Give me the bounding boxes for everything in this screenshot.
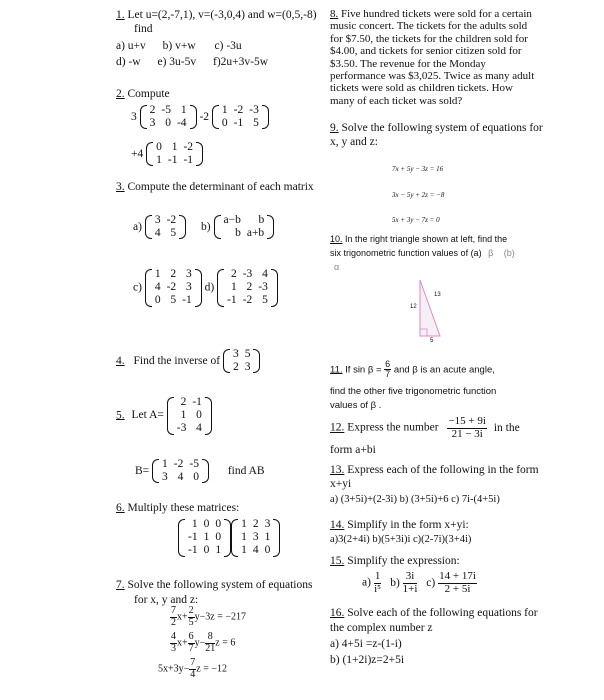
- q5-let: Let A=: [131, 409, 164, 422]
- text: 0: [264, 544, 271, 557]
- q12-post: in the: [493, 421, 520, 434]
- text: 1: [154, 268, 161, 280]
- q2-coef1: 3: [131, 110, 137, 123]
- q3-d-label: d): [204, 281, 215, 294]
- q6-number: 6.: [116, 502, 125, 514]
- matrix-row: [238, 531, 273, 544]
- q1: [116, 8, 317, 22]
- text: 3: [171, 642, 176, 654]
- text: Five hundred tickets were sold for a certain: [341, 8, 532, 20]
- text: 1+i: [402, 582, 418, 595]
- text: z = −12: [196, 663, 227, 675]
- q15-b-frac: [403, 571, 418, 595]
- q1-number: 1.: [116, 9, 125, 21]
- text: 0: [203, 544, 210, 557]
- text: i⁵: [374, 582, 382, 595]
- text: -2: [173, 458, 184, 470]
- text: -5: [161, 104, 171, 116]
- q1-e: e) 3u-5v: [157, 56, 197, 68]
- q1-parts-row1: [116, 39, 242, 53]
- q8-line-6: tickets were sold as children tickets. How: [330, 82, 513, 95]
- q3-number: 3.: [116, 181, 125, 193]
- q9-eq1: 7x + 5y − 3z = 16: [392, 165, 444, 173]
- q1-find: find: [134, 23, 153, 35]
- q10-beta: β: [488, 248, 494, 258]
- q8: [330, 8, 534, 107]
- q2-expression-2: [131, 141, 203, 167]
- q13-line2: x+yi: [330, 478, 352, 490]
- q15-parts: [362, 571, 477, 595]
- q3-title: Compute the determinant of each matrix: [127, 181, 314, 193]
- text: 3: [186, 268, 192, 280]
- text: -2: [233, 104, 244, 116]
- matrix-row: [147, 104, 190, 117]
- text: 0: [215, 518, 222, 530]
- matrix-row: [224, 281, 271, 294]
- text: 21 − 3i: [451, 427, 483, 440]
- text: 1: [191, 518, 198, 530]
- text: 4: [262, 268, 268, 280]
- q2-number: 2.: [116, 88, 125, 100]
- text: 1: [156, 154, 162, 167]
- q2-matrix-3: [146, 141, 203, 167]
- q16-line2: the complex number z: [330, 622, 433, 634]
- matrix-table: [152, 214, 179, 240]
- q1-d: d) -w: [116, 56, 141, 68]
- text: 1: [374, 570, 381, 582]
- text: 1: [162, 458, 168, 470]
- q16-number: 16.: [330, 607, 345, 619]
- text: 6: [188, 631, 194, 642]
- q8-line-0: [330, 8, 534, 20]
- text: 4: [154, 227, 161, 240]
- text: y−: [194, 637, 206, 649]
- q3-matrix-c: [145, 268, 202, 308]
- matrix-table: [230, 348, 254, 374]
- matrix-table: [219, 104, 262, 130]
- q10-side-5: 5: [430, 338, 434, 344]
- q13-number: 13.: [330, 464, 345, 476]
- text: 3: [244, 361, 251, 374]
- text: 7: [190, 657, 196, 668]
- q8-line-3: $4.00, and tickets for senior citizen sold for: [330, 45, 522, 58]
- text: 0: [196, 409, 202, 422]
- q10-side-13: 13: [434, 292, 441, 298]
- q6-matrix-1: [178, 518, 231, 558]
- matrix-row: [219, 117, 262, 130]
- text: 8.: [330, 8, 339, 20]
- matrix-table: [153, 141, 196, 167]
- text: z = 6: [215, 637, 236, 649]
- matrix-row: [224, 294, 271, 307]
- text: 2: [188, 605, 194, 616]
- text: b: [258, 214, 265, 226]
- q8-line-1: music concert. The tickets for the adults sold: [330, 20, 528, 33]
- q12-pre: Express the number: [347, 421, 439, 434]
- q11-pre: If sin β =: [345, 364, 382, 376]
- text: 5: [170, 227, 177, 240]
- text: 3i: [403, 571, 418, 584]
- matrix-row: [185, 531, 224, 544]
- q5-b-label: B=: [135, 464, 150, 477]
- q12-number: 12.: [330, 421, 345, 434]
- q6-heading: [116, 501, 239, 515]
- triangle-shape: [420, 280, 440, 336]
- text: 5: [170, 294, 177, 307]
- text: -3: [249, 104, 259, 116]
- q3-a-label: a): [133, 220, 142, 233]
- text: 0: [154, 294, 161, 307]
- q7-eq2: [170, 632, 235, 654]
- q10-line1: [330, 234, 507, 245]
- matrix-table: [221, 214, 268, 240]
- text: 3: [154, 214, 161, 226]
- text: x+: [177, 611, 188, 623]
- matrix-row: [147, 117, 190, 130]
- text: 2: [232, 361, 239, 374]
- text: a−b: [223, 214, 241, 226]
- q7-heading: [116, 578, 312, 592]
- q10-triangle: [400, 274, 450, 344]
- text: -3: [258, 281, 268, 294]
- text: -3: [242, 268, 253, 280]
- matrix-table: [185, 518, 224, 558]
- q15-number: 15.: [330, 555, 345, 567]
- text: -2: [166, 281, 177, 294]
- text: y−3z = −217: [194, 611, 246, 623]
- q3-matrix-d: [217, 268, 278, 308]
- matrix-row: [238, 544, 273, 557]
- q9-number: 9.: [330, 122, 339, 134]
- text: 0: [221, 117, 228, 130]
- q2-coef3: +4: [131, 147, 144, 160]
- text: -1: [183, 154, 194, 167]
- q3-c-label: c): [133, 281, 142, 294]
- q14-parts: a)3(2+4i) b)(5+3i)i c)(2-7i)(3+4i): [330, 534, 472, 545]
- q15-c: c): [426, 576, 436, 589]
- text: 1: [221, 104, 228, 116]
- q10-line2: [330, 248, 515, 259]
- q7-text: Solve the following system of equations: [127, 579, 313, 591]
- matrix-table: [174, 396, 205, 436]
- q5-number: 5.: [116, 409, 125, 422]
- matrix-row: [153, 141, 196, 154]
- matrix-row: [159, 471, 202, 484]
- text: 14 + 17i: [439, 570, 476, 582]
- matrix-table: [238, 518, 273, 558]
- q10-b: (b): [503, 248, 515, 258]
- text: -1: [182, 294, 192, 307]
- q16-b: b) (1+2i)z=2+5i: [330, 654, 405, 666]
- q1-text: Let u=(2,-7,1), v=(-3,0,4) and w=(0,5,-8): [127, 9, 317, 21]
- q8-line-7: many of each ticket was sold?: [330, 94, 463, 107]
- q10-text2: six trigonometric function values of (a): [330, 248, 482, 258]
- q11-number: 11.: [330, 364, 343, 376]
- q12-line1: [330, 416, 520, 440]
- q11-line1: [330, 360, 495, 380]
- text: 7: [385, 369, 391, 380]
- text: 1: [203, 531, 210, 544]
- matrix-row: [185, 544, 224, 557]
- q9: [330, 121, 543, 149]
- q1-b: b) v+w: [162, 40, 196, 52]
- q7-text2: for x, y and z:: [134, 594, 199, 606]
- q15-text: Simplify the expression:: [347, 555, 460, 567]
- q4-text: Find the inverse of: [133, 354, 221, 367]
- q9-eq2: 3x − 5y + 2z = −8: [392, 191, 445, 199]
- text: -5: [189, 458, 199, 470]
- matrix-row: [153, 154, 196, 167]
- text: b: [235, 227, 241, 240]
- matrix-table: [224, 268, 271, 308]
- text: 0: [165, 117, 171, 130]
- text: 3: [186, 281, 192, 294]
- q12-line2: form a+bi: [330, 444, 376, 456]
- q10-side-12: 12: [410, 304, 417, 310]
- q10-alpha: α: [334, 262, 340, 272]
- q16-a: a) 4+5i =z-(1-i): [330, 638, 402, 650]
- q8-line-2: for $7.50, the tickets for the children sold for: [330, 32, 528, 45]
- q2-title: Compute: [127, 88, 170, 100]
- matrix-row: [230, 361, 254, 374]
- q2-expression-1: [131, 104, 269, 130]
- q4: [116, 348, 260, 374]
- text: -3: [176, 422, 187, 435]
- frac: [170, 606, 177, 628]
- q4-matrix: [223, 348, 261, 374]
- matrix-row: [174, 422, 205, 435]
- q11-post: and β is an acute angle,: [393, 364, 495, 376]
- text: 4: [177, 471, 184, 484]
- q5-find: find AB: [227, 464, 265, 477]
- text: 5: [253, 117, 259, 130]
- text: 0: [215, 531, 222, 544]
- q1-f: f)2u+3v-5w: [212, 56, 269, 68]
- q3-ab: [133, 214, 274, 240]
- q1-c: c) -3u: [214, 40, 242, 52]
- q8-line-5: performance was $3,025. Twice as many adult: [330, 70, 535, 83]
- text: 2: [149, 104, 156, 116]
- text: 21: [205, 642, 216, 654]
- q6-matrix-2: [231, 518, 280, 558]
- text: -2: [166, 214, 177, 226]
- q15-line1: [330, 554, 460, 568]
- text: 4: [154, 281, 161, 294]
- text: 2: [246, 281, 253, 294]
- q15-b: b): [390, 576, 400, 589]
- matrix-table: [159, 458, 202, 484]
- matrix-row: [224, 268, 271, 281]
- q10-number: 10.: [330, 234, 343, 244]
- matrix-row: [219, 104, 262, 117]
- q3-matrix-b: [214, 214, 275, 240]
- frac: [205, 632, 215, 654]
- frac: [188, 606, 195, 628]
- text: 1: [180, 104, 187, 116]
- q5-matrix-b: [152, 458, 209, 484]
- q11-frac: [384, 360, 391, 380]
- text: 8: [205, 632, 215, 644]
- text: 0: [203, 518, 210, 530]
- matrix-row: [221, 214, 268, 227]
- q14-number: 14.: [330, 519, 345, 531]
- matrix-row: [152, 227, 179, 240]
- q9-line-0: Solve the following system of equations for: [341, 122, 543, 134]
- text: 0: [193, 471, 199, 484]
- matrix-row: [152, 268, 195, 281]
- text: -1: [167, 154, 178, 167]
- text: 4: [252, 544, 259, 557]
- matrix-row: [152, 294, 195, 307]
- text: 4: [171, 631, 176, 642]
- text: 5: [244, 348, 251, 360]
- text: -1: [188, 531, 198, 544]
- matrix-row: [185, 518, 224, 531]
- text: 1: [215, 544, 222, 557]
- text: -2: [242, 294, 253, 307]
- text: a+b: [246, 227, 265, 240]
- text: 5x+3y−: [158, 663, 190, 675]
- text: 5: [262, 294, 268, 307]
- text: 0: [156, 141, 162, 153]
- q2-matrix-2: [212, 104, 269, 130]
- q5-a: [116, 396, 212, 436]
- frac: [170, 632, 177, 654]
- q2-coef2: -2: [199, 110, 210, 123]
- q15-a-frac: [374, 571, 382, 595]
- q11-line2: find the other five trigonometric function: [330, 386, 497, 397]
- q7-eq1: [170, 606, 246, 628]
- matrix-row: [152, 281, 195, 294]
- matrix-row: [238, 518, 273, 531]
- text: 2: [180, 396, 187, 408]
- text: 2: [230, 268, 237, 280]
- matrix-row: [174, 396, 205, 409]
- q1-a: a) u+v: [116, 40, 146, 52]
- text: 2: [170, 268, 177, 280]
- q3-heading: [116, 180, 314, 194]
- q9-line-1: x, y and z:: [330, 136, 378, 148]
- q13-line1: [330, 463, 539, 477]
- q6-product: [178, 518, 280, 558]
- matrix-table: [147, 104, 190, 130]
- text: -1: [192, 396, 202, 408]
- text: -1: [233, 117, 244, 130]
- q10-text1: In the right triangle shown at left, find the: [345, 234, 508, 244]
- text: 1: [264, 531, 271, 544]
- matrix-row: [174, 409, 205, 422]
- q14-text: Simplify in the form x+yi:: [347, 519, 469, 531]
- q2-heading: [116, 87, 170, 101]
- text: 5: [188, 616, 194, 628]
- q13-parts: a) (3+5i)+(2-3i) b) (3+5i)+6 c) 7i-(4+5i): [330, 494, 500, 505]
- q6-text: Multiply these matrices:: [127, 502, 240, 514]
- text: 1: [230, 281, 237, 294]
- text: 1: [241, 531, 247, 544]
- text: -1: [188, 544, 198, 557]
- q7-eq3: [158, 658, 227, 680]
- text: 1: [241, 518, 247, 530]
- text: 7: [188, 642, 194, 654]
- q13-text: Express each of the following in the form: [347, 464, 539, 476]
- matrix-row: [221, 227, 268, 240]
- text: 4: [190, 668, 196, 680]
- text: 3: [252, 531, 259, 544]
- text: -4: [176, 117, 187, 130]
- q12-frac: [447, 416, 486, 440]
- q2-matrix-1: [140, 104, 197, 130]
- text: 1: [241, 544, 247, 557]
- text: 1: [171, 141, 178, 153]
- q9-eq3: 5x + 3y − 7z = 0: [392, 216, 440, 224]
- text: 3: [162, 471, 168, 484]
- q3-cd: [133, 268, 278, 308]
- q5-matrix-a: [167, 396, 212, 436]
- text: −15 + 9i: [448, 415, 486, 427]
- text: 2 + 5i: [444, 582, 471, 595]
- text: 6: [385, 359, 391, 369]
- q7-number: 7.: [116, 579, 125, 591]
- text: 3: [149, 117, 156, 130]
- q11-line3: values of β .: [330, 400, 382, 411]
- q14-line1: [330, 518, 469, 532]
- q4-number: 4.: [116, 354, 125, 367]
- q5-b: [135, 458, 265, 484]
- matrix-row: [230, 348, 254, 361]
- q15-a: a): [362, 576, 371, 589]
- text: 2: [252, 518, 259, 530]
- text: -2: [183, 141, 194, 153]
- text: 3: [232, 348, 239, 360]
- q16-text: Solve each of the following equations for: [347, 607, 538, 619]
- text: 3: [264, 518, 271, 530]
- q3-b-label: b): [201, 220, 211, 233]
- text: 1: [180, 409, 187, 422]
- q3-matrix-a: [145, 214, 186, 240]
- matrix-row: [152, 214, 179, 227]
- frac: [188, 632, 195, 654]
- matrix-row: [159, 458, 202, 471]
- text: 4: [196, 422, 202, 435]
- text: 2: [171, 616, 176, 628]
- text: -1: [227, 294, 237, 307]
- q8-line-4: $3.50. The revenue for the Monday: [330, 57, 486, 70]
- q15-c-frac: [438, 571, 477, 595]
- text: 7: [171, 605, 176, 616]
- q1-parts-row2: [116, 55, 268, 69]
- matrix-table: [152, 268, 195, 308]
- q16-line1: [330, 606, 538, 620]
- text: x+: [177, 637, 188, 649]
